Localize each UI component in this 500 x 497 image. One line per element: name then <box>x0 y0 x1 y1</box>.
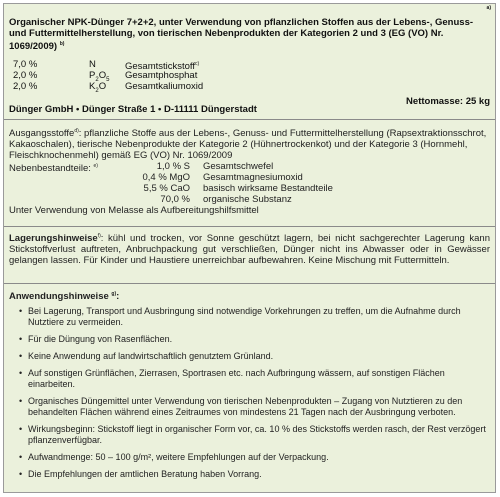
nebenbestandteile-label: Nebenbestandteile: $^{e)}$ <box>9 163 98 175</box>
usage-title: Anwendungshinweise $^{g)}$: <box>9 291 120 303</box>
nebenbestandteil-row <box>9 194 490 205</box>
bullet-icon: • <box>19 334 23 345</box>
nebenbestandteil-row <box>9 183 490 194</box>
bullet-icon: • <box>19 424 23 435</box>
list-item: • Keine Anwendung auf landwirtschaftlich genutztem Grünland. <box>19 351 274 362</box>
usage-section <box>9 289 490 486</box>
nutrient-percent: 2,0 % <box>13 81 38 92</box>
bullet-icon: • <box>19 469 23 480</box>
storage-title: Lagerungshinweise <box>9 233 98 245</box>
bullet-icon: • <box>19 368 23 379</box>
corner-marker: a) <box>486 5 491 11</box>
nutrient-name: Gesamtstickstoff$^{c)}$ <box>125 61 200 73</box>
nutrient-row <box>9 81 490 92</box>
list-item: • Organisches Düngemittel unter Verwendung von tierischen Nebenprodukten – Zugang von Nutztieren zu den behandelten Flächen während eines Zeitraumes von mindestens 21 Tagen nach der Ausbringung verboten. <box>19 396 463 418</box>
bullet-icon: • <box>19 351 23 362</box>
title-text: Organischer NPK-Dünger 7+2+2, unter Verwendung von pflanzlichen Stoffen aus der Lebens-, Genuss- und Futtermittelherstellung, von tierischen Nebenprodukten der Kategorien 2 und 3 (EG (VO) Nr. 1069/2009) <box>9 17 474 53</box>
usage-list <box>9 306 490 480</box>
storage-text: : kühl und trocken, vor Sonne geschützt lagern, bei nicht sachgerechter Lagerung kann Stickstoffverlust auftreten, Anbruchpackung gut verschließen, Dünger nicht ins Abwasser oder in Gewässer gelangen lassen. Für Kinder und Haustiere unerreichbar aufbewahren. Keine Mischung mit Futtermitteln. <box>9 233 490 267</box>
list-item: • Für die Düngung von Rasenflächen. <box>19 334 173 345</box>
list-item: • Auf sonstigen Grünflächen, Zierrasen, Sportrasen etc. nach Aufbringung wässern, auf sonstigen Flächen einarbeiten. <box>19 368 445 390</box>
net-mass: Nettomasse: 25 kg <box>406 96 490 107</box>
nutrient-symbol: N <box>89 59 96 70</box>
nutrient-row <box>9 70 490 81</box>
nutrient-symbol: $K_2O$ <box>89 81 107 94</box>
nebenbestandteil-amount: 1,0 % S <box>156 161 190 173</box>
nutrient-list <box>9 59 490 92</box>
list-item: • Die Empfehlungen der amtlichen Beratung haben Vorrang. <box>19 469 262 480</box>
list-item: • Aufwandmenge: 50 – 100 g/m², weitere Empfehlungen auf der Verpackung. <box>19 452 329 463</box>
nebenbestandteil-row <box>9 161 490 175</box>
nutrient-percent: 2,0 % <box>13 70 38 81</box>
list-item: • Bei Lagerung, Transport und Ausbringung sind notwendige Vorkehrungen zu treffen, um die Aufnahme durch Nutztiere zu vermeiden. <box>19 306 461 328</box>
melasse-note: Unter Verwendung von Melasse als Aufbereitungshilfsmittel <box>9 205 259 217</box>
nutrient-name: Gesamtkaliumoxid <box>125 81 204 92</box>
nebenbestandteil-name: organische Substanz <box>203 194 292 206</box>
divider <box>4 226 495 227</box>
title-footnote: b) <box>59 41 65 47</box>
storage-footnote: f) <box>97 233 101 239</box>
bullet-icon: • <box>19 306 23 317</box>
nebenbestandteil-name: basisch wirksame Bestandteile <box>203 183 333 195</box>
list-item: • Wirkungsbeginn: Stickstoff liegt in organischer Form vor, ca. 10 % des Stickstoffs werden rasch, der Rest verzögert pflanzenverfügbar. <box>19 424 486 446</box>
divider <box>4 119 495 120</box>
bullet-icon: • <box>19 452 23 463</box>
manufacturer-address: Dünger GmbH • Dünger Straße 1 • D-11111 Düngerstadt <box>9 104 257 115</box>
fertilizer-label <box>3 3 496 493</box>
nutrient-name: Gesamtphosphat <box>125 70 198 81</box>
nutrient-symbol: $P_2O_5$ <box>89 70 110 83</box>
divider <box>4 283 495 284</box>
ingredients-section <box>9 126 490 216</box>
nebenbestandteil-name: Gesamtschwefel <box>203 161 274 173</box>
nebenbestandteil-row <box>9 172 490 183</box>
product-title <box>9 17 490 52</box>
nebenbestandteil-amount: 70,0 % <box>160 194 190 206</box>
nutrient-percent: 7,0 % <box>13 59 38 70</box>
nebenbestandteil-amount: 5,5 % CaO <box>143 183 190 195</box>
nebenbestandteil-amount: 0,4 % MgO <box>142 172 190 184</box>
ausgangsstoffe-text: Ausgangsstoffe$^{d)}$: pflanzliche Stoffe aus der Lebens-, Genuss- und Futtermittelherstellung (Rapsextraktionsschrot, Kakaoschalen), tierische Nebenprodukte der Kategorie 2 (Hühnertrockenkot) und der Kategorie 3 (Hornmehl, Fleischknochenmehl) gemäß EG (VO) Nr. 1069/2009 <box>9 128 487 162</box>
storage-section <box>9 231 490 266</box>
nebenbestandteil-name: Gesamtmagnesiumoxid <box>203 172 303 184</box>
bullet-icon: • <box>19 396 23 407</box>
nutrient-row <box>9 59 490 73</box>
